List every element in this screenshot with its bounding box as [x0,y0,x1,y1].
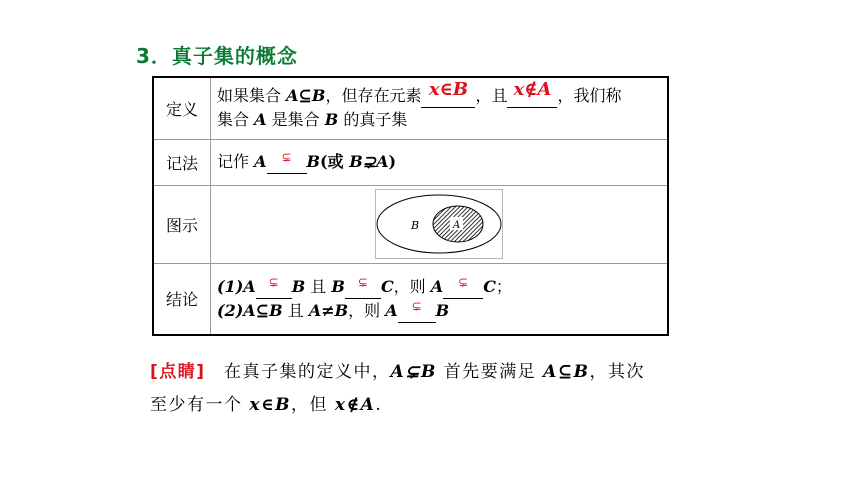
text: ； [495,276,512,296]
answer-blank [398,298,436,323]
text: 集合 [217,110,255,130]
text: 的真子集 [338,110,408,130]
section-heading: 3．真子集的概念 [136,44,298,68]
math: A [430,276,444,296]
math: B [291,276,306,296]
math: B [306,152,321,171]
answer-text: ⊊ [458,274,469,289]
answer-text: x∉A [513,79,552,101]
answer-text: ⊊ [357,274,368,289]
math: A≠B [308,300,349,320]
text: (或 [320,152,350,171]
tip-tag: [点睛] [150,362,206,382]
math: B⊋A [349,152,389,171]
math: x∈B [249,395,291,415]
diagram-content [211,185,669,263]
text: 如果集合 [217,86,287,106]
set-b-label: B [411,219,420,232]
text: ) [388,152,397,171]
math: A [254,152,267,171]
text: 首先要满足 [436,362,544,382]
answer-text: x∈B [428,79,469,101]
text: ，我们称 [557,86,622,106]
answer-text: ⊊ [281,150,292,164]
notation-row [153,139,668,185]
text: . [375,395,383,415]
math: A [254,110,267,130]
set-a-label: A [453,220,461,231]
text: ，则 [393,276,431,296]
math: A⊆B [543,362,590,382]
conclusion-label: 结论 [153,263,211,335]
math: B [331,276,345,296]
math: A⊆B [286,86,326,106]
math: A [385,300,398,320]
answer-blank-1 [421,79,475,108]
math: C [483,276,496,296]
notation-label: 记法 [153,139,211,185]
text: 至少有一个 [150,395,250,415]
notation-content [211,139,669,185]
text: 且 [282,300,309,320]
definition-row [153,77,668,139]
math: A⊊B [390,362,437,382]
text: 且 [305,276,332,296]
diagram-row [153,185,668,263]
text: 是集合 [266,110,325,130]
math: B [435,300,450,320]
definition-content [211,77,669,139]
answer-blank [443,274,483,299]
concept-table [152,76,669,336]
answer-text: ⊊ [268,274,279,289]
math: (1)A [217,276,256,296]
conclusion-row [153,263,668,335]
text: ，其次 [589,362,645,382]
text: ，但 [291,395,335,415]
text: ，则 [348,300,386,320]
diagram-label: 图示 [153,185,211,263]
answer-blank [256,274,292,299]
conclusion-content [211,263,669,335]
answer-blank [345,274,381,299]
venn-diagram [375,189,503,259]
text: 在真子集的定义中， [205,362,391,382]
math: B [324,110,339,130]
tip-note [150,356,710,422]
answer-text: ⊊ [411,298,422,313]
answer-blank [267,150,307,174]
math: (2)A⊆B [217,300,283,320]
math: C [380,276,394,296]
math: x∉A [334,395,376,415]
definition-label: 定义 [153,77,211,139]
text: ，且 [475,86,508,106]
text: 记作 [217,152,255,171]
text: ，但存在元素 [325,86,422,106]
answer-blank-2 [507,79,557,108]
